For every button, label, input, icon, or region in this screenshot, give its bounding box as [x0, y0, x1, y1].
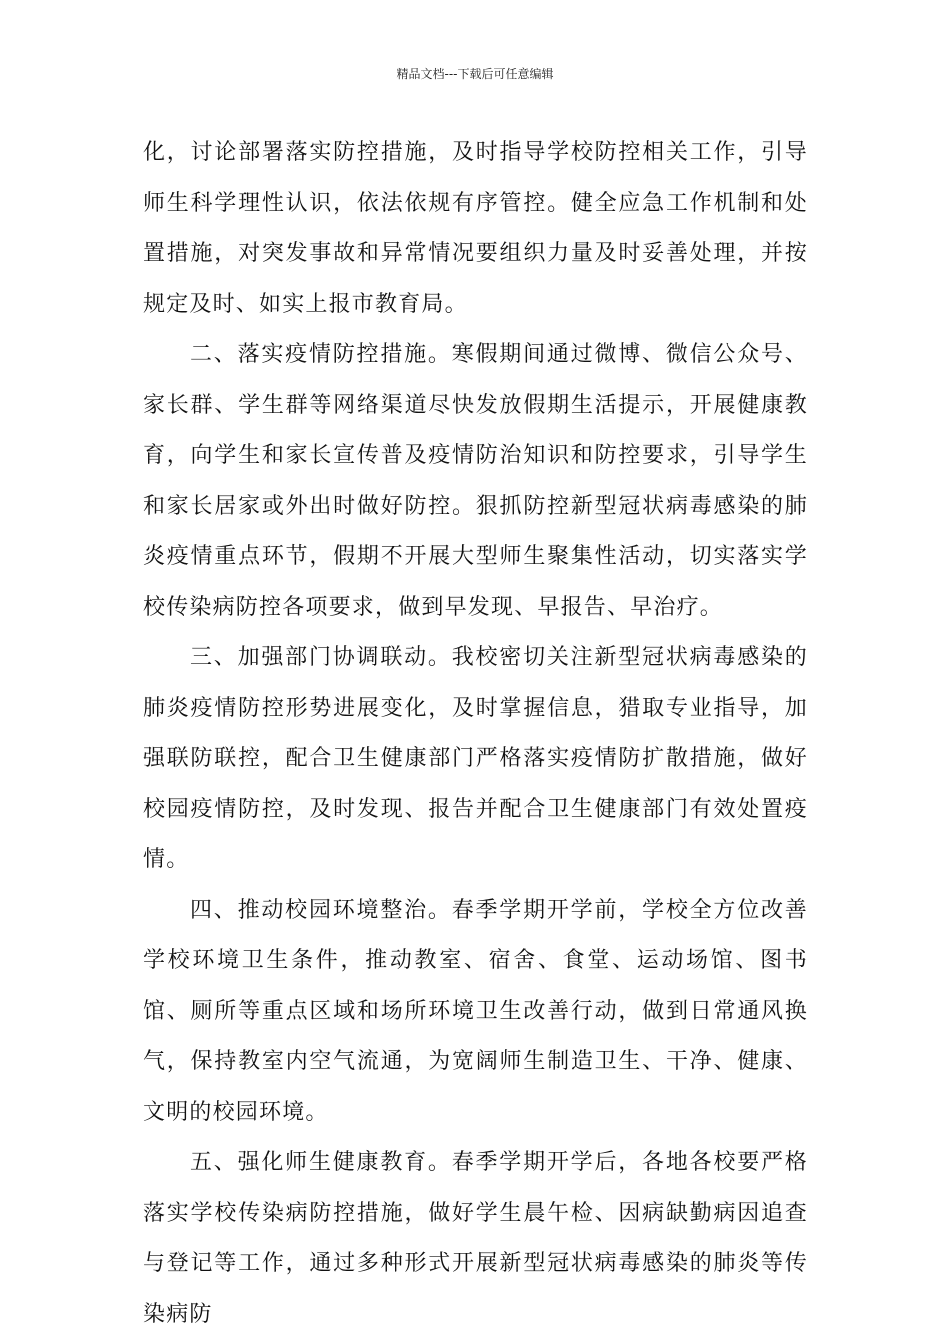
paragraph-continuation: 化，讨论部署落实防控措施，及时指导学校防控相关工作，引导师生科学理性认识，依法依规有序管控。健全应急工作机制和处置措施，对突发事故和异常情况要组织力量及时妥善处理，并按规定及时、如实上报市教育局。	[143, 140, 808, 317]
paragraph-section-4: 四、推动校园环境整治。春季学期开学前，学校全方位改善学校环境卫生条件，推动教室、宿舍、食堂、运动场馆、图书馆、厕所等重点区域和场所环境卫生改善行动，做到日常通风换气，保持教室内空气流通，为宽阔师生制造卫生、干净、健康、文明的校园环境。	[143, 897, 808, 1125]
document-body	[143, 128, 808, 1340]
paragraph-section-5: 五、强化师生健康教育。春季学期开学后，各地各校要严格落实学校传染病防控措施，做好学生晨午检、因病缺勤病因追查与登记等工作，通过多种形式开展新型冠状病毒感染的肺炎等传染病防	[143, 1150, 808, 1327]
page-header: 精品文档---下载后可任意编辑	[396, 67, 554, 81]
paragraph-section-2: 二、落实疫情防控措施。寒假期间通过微博、微信公众号、家长群、学生群等网络渠道尽快发放假期生活提示，开展健康教育，向学生和家长宣传普及疫情防治知识和防控要求，引导学生和家长居家或外出时做好防控。狠抓防控新型冠状病毒感染的肺炎疫情重点环节，假期不开展大型师生聚集性活动，切实落实学校传染病防控各项要求，做到早发现、早报告、早治疗。	[143, 342, 808, 620]
paragraph-section-3: 三、加强部门协调联动。我校密切关注新型冠状病毒感染的肺炎疫情防控形势进展变化，及时掌握信息，猎取专业指导，加强联防联控，配合卫生健康部门严格落实疫情防扩散措施，做好校园疫情防控，及时发现、报告并配合卫生健康部门有效处置疫情。	[143, 645, 808, 872]
